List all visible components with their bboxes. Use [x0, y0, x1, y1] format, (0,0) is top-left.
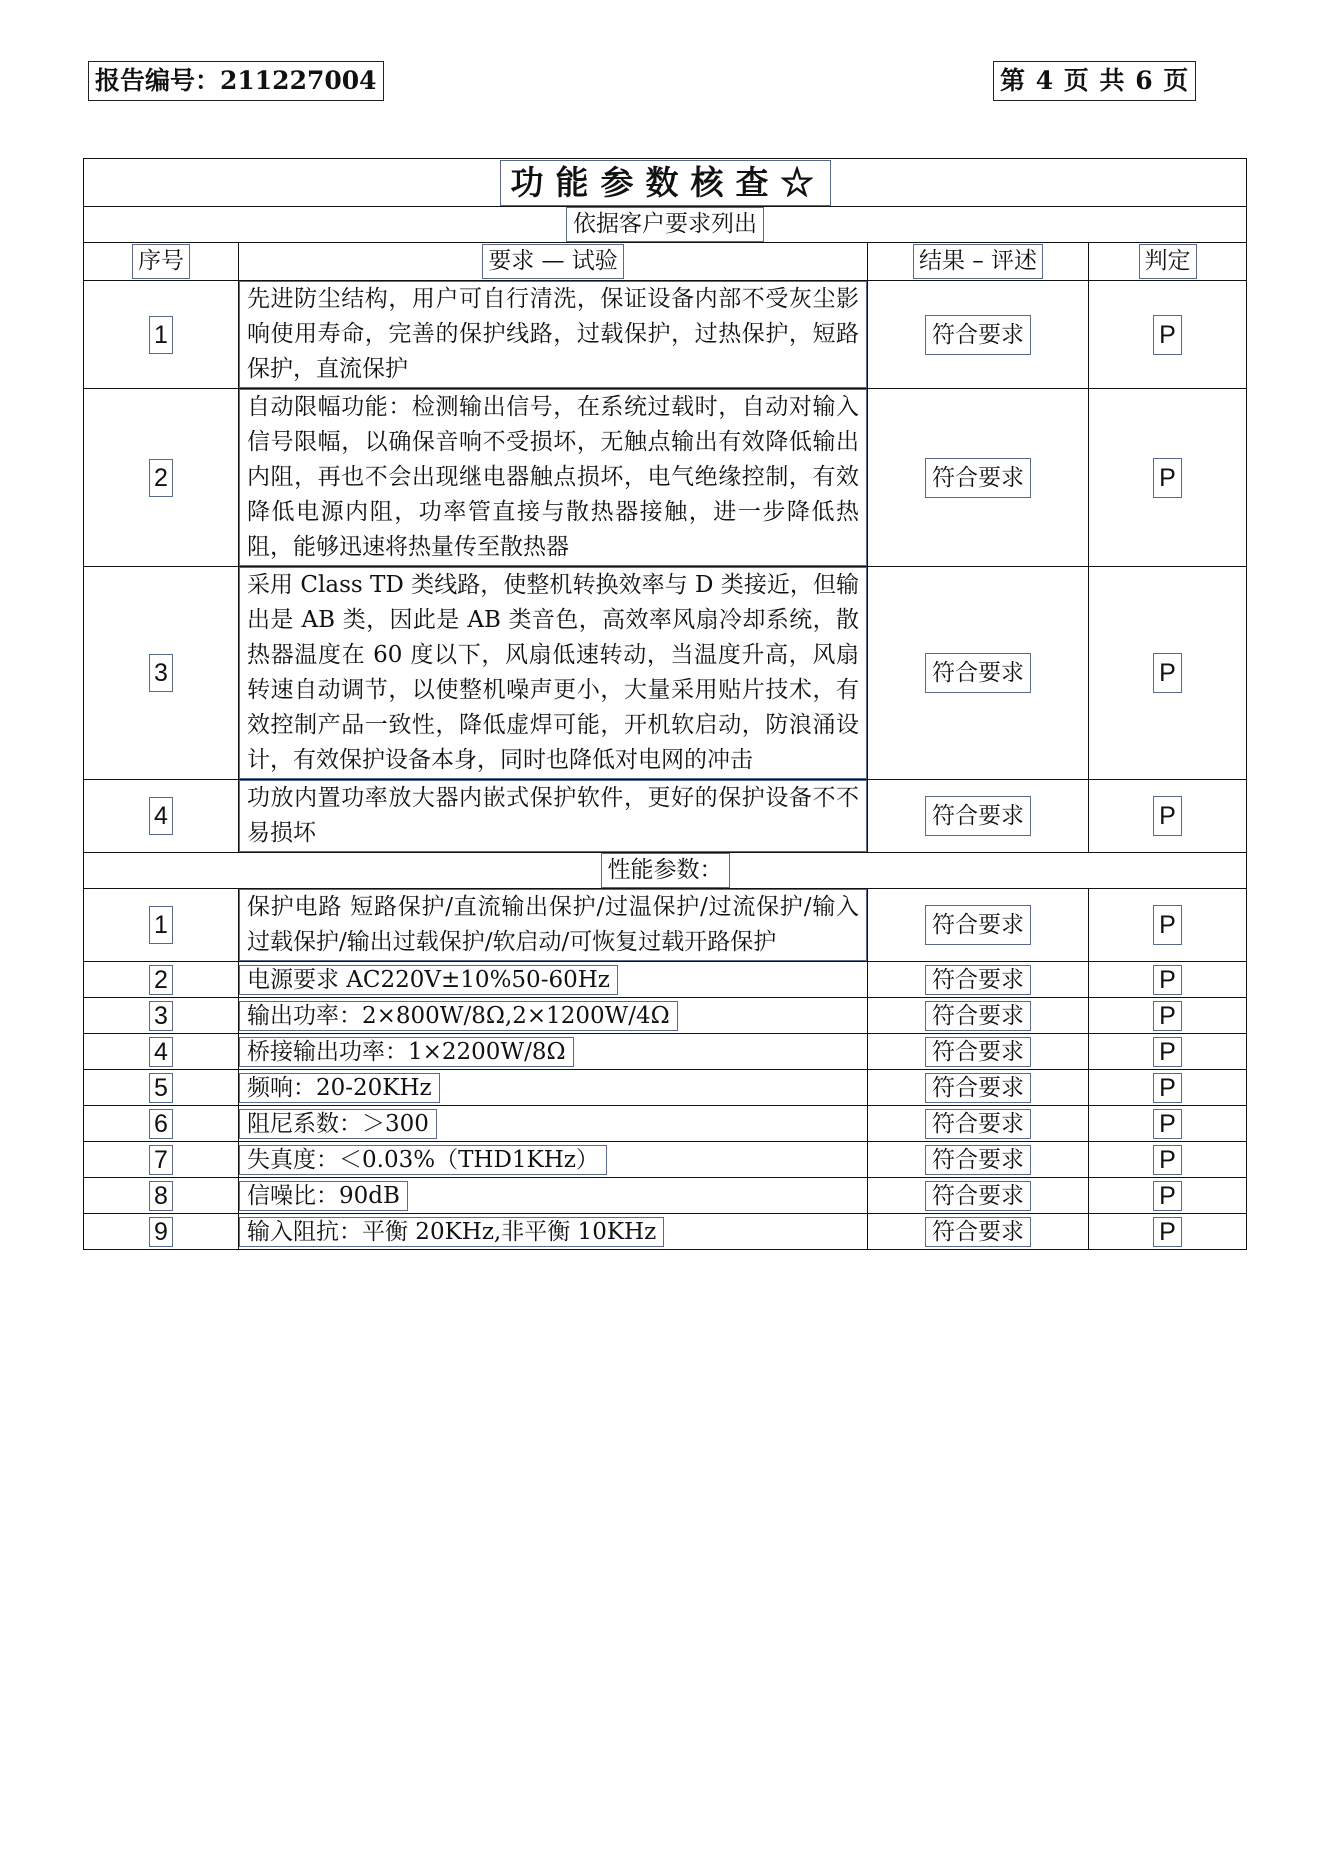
requirement-text: 保护电路 短路保护/直流输出保护/过温保护/过流保护/输入过载保护/输出过载保护/软启动/可恢复过载开路保护: [239, 889, 867, 961]
result-text: 符合要求: [925, 905, 1031, 945]
table-row: [84, 281, 1247, 389]
requirement-text: 频响：20-20KHz: [239, 1073, 440, 1103]
requirement-text: 桥接输出功率：1×2200W/8Ω: [239, 1037, 574, 1067]
row-number: 9: [149, 1217, 173, 1247]
verdict-text: P: [1153, 965, 1182, 995]
table-row: [84, 889, 1247, 962]
table-row: [84, 567, 1247, 780]
result-text: 符合要求: [925, 1037, 1031, 1067]
verdict-text: P: [1153, 1073, 1182, 1103]
row-number: 4: [149, 1037, 173, 1067]
row-number: 4: [149, 797, 173, 835]
table-subtitle: 依据客户要求列出: [566, 207, 764, 242]
result-text: 符合要求: [925, 1073, 1031, 1103]
result-text: 符合要求: [925, 315, 1031, 355]
performance-section-row: [84, 853, 1247, 889]
table-title: 功能参数核查☆: [500, 160, 831, 206]
row-number: 7: [149, 1145, 173, 1175]
column-header-no: 序号: [132, 244, 190, 279]
result-text: 符合要求: [925, 1001, 1031, 1031]
verdict-text: P: [1153, 796, 1182, 836]
requirement-text: 阻尼系数：＞300: [239, 1109, 437, 1139]
result-text: 符合要求: [925, 653, 1031, 693]
result-text: 符合要求: [925, 965, 1031, 995]
verdict-text: P: [1153, 1181, 1182, 1211]
row-number: 1: [149, 906, 173, 944]
verdict-text: P: [1153, 1217, 1182, 1247]
result-text: 符合要求: [925, 1109, 1031, 1139]
column-header-verdict: 判定: [1139, 244, 1197, 279]
verdict-text: P: [1153, 1145, 1182, 1175]
function-parameter-table: [83, 158, 1247, 1250]
table-row: [84, 780, 1247, 853]
table-row: [84, 1070, 1247, 1106]
table-row: [84, 962, 1247, 998]
table-row: [84, 389, 1247, 567]
requirement-text: 采用 Class TD 类线路，使整机转换效率与 D 类接近，但输出是 AB 类，因此是 AB 类音色，高效率风扇冷却系统，散热器温度在 60 度以下，风扇低速转动，当温度升高，风扇转速自动调节，以使整机噪声更小，大量采用贴片技术，有效控制产品一致性，降低虚焊可能，开机软启动，防浪涌设计，有效保护设备本身，同时也降低对电网的冲击: [239, 567, 867, 779]
requirement-text: 自动限幅功能：检测输出信号，在系统过载时，自动对输入信号限幅，以确保音响不受损坏，无触点输出有效降低输出内阻，再也不会出现继电器触点损坏，电气绝缘控制，有效降低电源内阻，功率管直接与散热器接触，进一步降低热阻，能够迅速将热量传至散热器: [239, 389, 867, 566]
result-text: 符合要求: [925, 1217, 1031, 1247]
table-title-row: [84, 159, 1247, 207]
table-row: [84, 1142, 1247, 1178]
table-row: [84, 1178, 1247, 1214]
performance-section-label: 性能参数：: [601, 853, 730, 888]
verdict-text: P: [1153, 1037, 1182, 1067]
requirement-text: 电源要求 AC220V±10%50-60Hz: [239, 965, 618, 995]
row-number: 1: [149, 316, 173, 354]
row-number: 8: [149, 1181, 173, 1211]
table-subtitle-row: [84, 207, 1247, 243]
verdict-text: P: [1153, 315, 1182, 355]
row-number: 3: [149, 1001, 173, 1031]
table-row: [84, 1214, 1247, 1250]
column-header-requirement: 要求 — 试验: [482, 244, 624, 279]
result-text: 符合要求: [925, 1145, 1031, 1175]
page-number: 第 4 页 共 6 页: [993, 61, 1196, 101]
requirement-text: 信噪比：90dB: [239, 1181, 408, 1211]
requirement-text: 输出功率：2×800W/8Ω,2×1200W/4Ω: [239, 1001, 678, 1031]
row-number: 3: [149, 654, 173, 692]
column-header-result: 结果 – 评述: [913, 244, 1043, 279]
verdict-text: P: [1153, 1109, 1182, 1139]
result-text: 符合要求: [925, 1181, 1031, 1211]
requirement-text: 功放内置功率放大器内嵌式保护软件，更好的保护设备不不易损坏: [239, 780, 867, 852]
row-number: 2: [149, 965, 173, 995]
result-text: 符合要求: [925, 796, 1031, 836]
requirement-text: 失真度：＜0.03%（THD1KHz）: [239, 1145, 607, 1175]
report-number: 报告编号：211227004: [88, 61, 384, 101]
result-text: 符合要求: [925, 458, 1031, 498]
verdict-text: P: [1153, 653, 1182, 693]
verdict-text: P: [1153, 458, 1182, 498]
requirement-text: 先进防尘结构，用户可自行清洗，保证设备内部不受灰尘影响使用寿命，完善的保护线路，过载保护，过热保护，短路保护，直流保护: [239, 281, 867, 388]
table-row: [84, 1106, 1247, 1142]
verdict-text: P: [1153, 1001, 1182, 1031]
table-row: [84, 1034, 1247, 1070]
table-row: [84, 998, 1247, 1034]
verdict-text: P: [1153, 905, 1182, 945]
row-number: 2: [149, 459, 173, 497]
column-header-row: [84, 243, 1247, 281]
requirement-text: 输入阻抗：平衡 20KHz,非平衡 10KHz: [239, 1217, 664, 1247]
row-number: 6: [149, 1109, 173, 1139]
row-number: 5: [149, 1073, 173, 1103]
